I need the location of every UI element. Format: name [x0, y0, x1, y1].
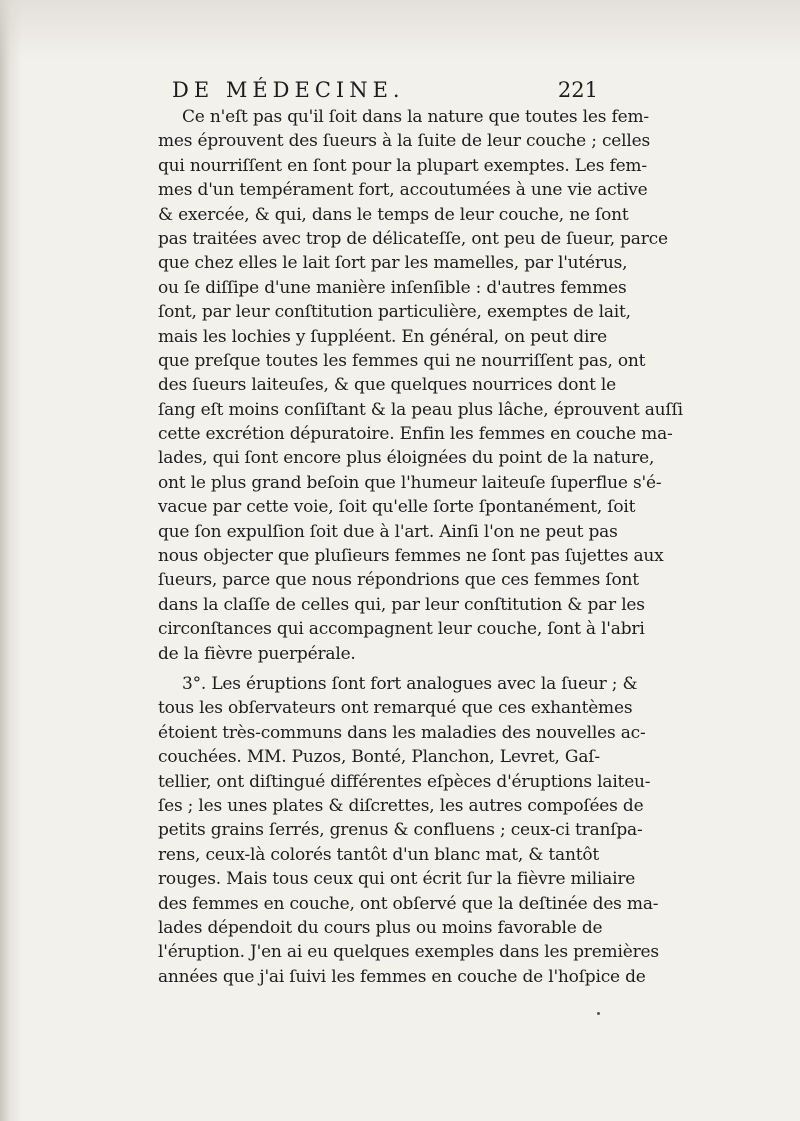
- text-line: de la fièvre puerpérale.: [158, 643, 356, 664]
- text-line: rouges. Mais tous ceux qui ont écrit ſur la fièvre miliaire: [158, 869, 636, 890]
- text-line: petits grains ſerrés, grenus & confluens ; ceux-ci tranſpa-: [158, 820, 643, 841]
- ink-mark: [597, 1012, 600, 1015]
- text-line: lades, qui ſont encore plus éloignées du point de la nature,: [158, 448, 655, 469]
- text-line: & exercée, & qui, dans le temps de leur couche, ne ſont: [158, 204, 629, 225]
- text-line: des ſueurs laiteuſes, & que quelques nourrices dont le: [158, 375, 617, 396]
- text-line: qui nourriſſent en ſont pour la plupart exemptes. Les fem-: [158, 155, 647, 176]
- text-line: ſueurs, parce que nous répondrions que ces femmes ſont: [158, 570, 639, 591]
- text-line: l'éruption. J'en ai eu quelques exemples dans les premières: [158, 942, 659, 963]
- body-text: [158, 105, 683, 1005]
- text-line: 3°. Les éruptions ſont fort analogues avec la ſueur ; &: [182, 673, 638, 694]
- text-line: pas traitées avec trop de délicateſſe, ont peu de ſueur, parce: [158, 228, 668, 249]
- text-line: des femmes en couche, ont obſervé que la deſtinée des ma-: [158, 893, 659, 914]
- text-line: rens, ceux-là colorés tantôt d'un blanc mat, & tantôt: [158, 844, 599, 865]
- text-line: ont le plus grand beſoin que l'humeur laiteuſe ſuperflue s'é-: [158, 472, 662, 493]
- text-line: ou ſe diſſipe d'une manière inſenſible : d'autres femmes: [158, 277, 627, 298]
- top-shade: [0, 0, 800, 60]
- text-line: mes éprouvent des ſueurs à la ſuite de leur couche ; celles: [158, 131, 651, 152]
- text-line: mais les lochies y ſuppléent. En général, on peut dire: [158, 326, 608, 347]
- text-line: dans la claſſe de celles qui, par leur conſtitution & par les: [158, 594, 645, 615]
- text-line: que ſon expulſion ſoit due à l'art. Ainſi l'on ne peut pas: [158, 521, 618, 542]
- text-line: cette excrétion dépuratoire. Enfin les femmes en couche ma-: [158, 424, 673, 445]
- text-line: que preſque toutes les femmes qui ne nourriſſent pas, ont: [158, 350, 646, 371]
- page-number: 221: [557, 78, 598, 102]
- text-line: tous les obſervateurs ont remarqué que ces exhantèmes: [158, 698, 633, 719]
- text-line: ſont, par leur conſtitution particulière, exemptes de lait,: [158, 302, 631, 323]
- page-header: [158, 74, 598, 106]
- binding-shadow: [0, 0, 22, 1121]
- text-line: années que j'ai ſuivi les femmes en couche de l'hoſpice de: [158, 966, 646, 987]
- running-head: DE MÉDECINE.: [172, 78, 405, 102]
- text-line: circonſtances qui accompagnent leur couche, ſont à l'abri: [158, 619, 645, 640]
- text-line: mes d'un tempérament fort, accoutumées à une vie active: [158, 180, 648, 201]
- text-line: lades dépendoit du cours plus ou moins favorable de: [158, 917, 603, 938]
- text-line: Ce n'eſt pas qu'il ſoit dans la nature que toutes les fem-: [182, 107, 649, 127]
- text-line: que chez elles le lait ſort par les mamelles, par l'utérus,: [158, 253, 628, 274]
- text-line: ſang eſt moins conſiſtant & la peau plus lâche, éprouvent auſſi: [158, 399, 683, 420]
- text-line: couchées. MM. Puzos, Bonté, Planchon, Levret, Gaſ-: [158, 747, 600, 768]
- text-line: vacue par cette voie, ſoit qu'elle ſorte ſpontanément, ſoit: [158, 497, 636, 518]
- text-line: tellier, ont diſtingué différentes eſpèces d'éruptions laiteu-: [158, 771, 651, 792]
- text-line: étoient très-communs dans les maladies des nouvelles ac-: [158, 722, 646, 743]
- text-line: ſes ; les unes plates & diſcrettes, les autres compoſées de: [158, 795, 644, 816]
- text-line: nous objecter que pluſieurs femmes ne ſont pas ſujettes aux: [158, 546, 664, 567]
